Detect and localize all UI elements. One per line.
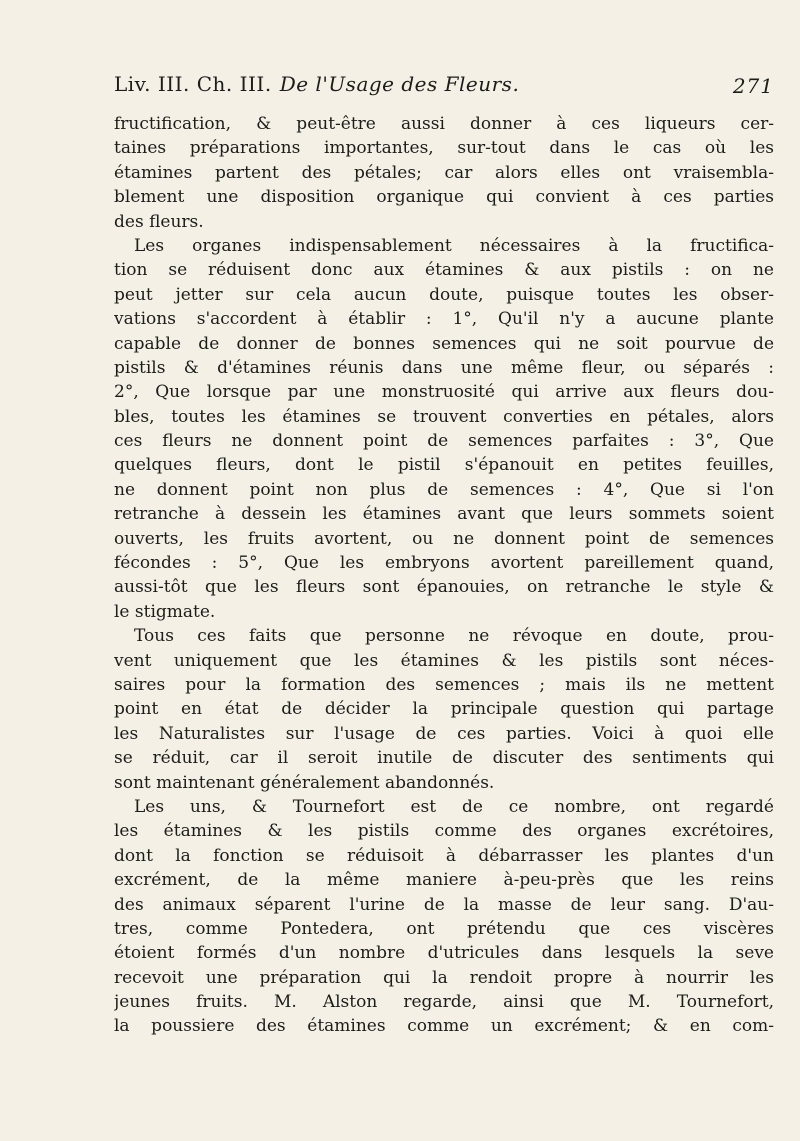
- text-line: étoient formés d'un nombre d'utricules dans lesquels la seve: [114, 943, 774, 964]
- text-line: étamines partent des pétales; car alors elles ont vraisembla-: [114, 162, 774, 183]
- text-line: excrément, de la même maniere à-peu-près que les reins: [114, 870, 774, 891]
- text-line: des fleurs.: [114, 211, 204, 232]
- text-line: vent uniquement que les étamines & les pistils sont néces-: [114, 650, 774, 671]
- text-line: recevoit une préparation qui la rendoit propre à nourrir les: [114, 967, 774, 988]
- text-line: aussi-tôt que les fleurs sont épanouies, on retranche le style &: [114, 577, 774, 598]
- text-line: taines préparations importantes, sur-tout dans le cas où les: [114, 138, 774, 159]
- text-line: saires pour la formation des semences ; mais ils ne mettent: [114, 674, 774, 695]
- text-line: des animaux séparent l'urine de la masse de leur sang. D'au-: [114, 894, 774, 915]
- page-header: [114, 72, 774, 106]
- text-line: tres, comme Pontedera, ont prétendu que ces viscères: [114, 918, 774, 939]
- body-text: [114, 112, 774, 1039]
- text-line: retranche à dessein les étamines avant que leurs sommets soient: [114, 504, 774, 525]
- text-line: 2°, Que lorsque par une monstruosité qui arrive aux fleurs dou-: [114, 382, 774, 403]
- running-head: [114, 72, 519, 96]
- text-line: ne donnent point non plus de semences : 4°, Que si l'on: [114, 479, 774, 500]
- text-line: jeunes fruits. M. Alston regarde, ainsi que M. Tournefort,: [114, 992, 774, 1013]
- text-line: bles, toutes les étamines se trouvent converties en pétales, alors: [114, 406, 774, 427]
- running-head-title: De l'Usage des Fleurs.: [279, 72, 520, 96]
- text-line: capable de donner de bonnes semences qui ne soit pourvue de: [114, 333, 774, 354]
- text-line: se réduit, car il seroit inutile de discuter des sentiments qui: [114, 748, 774, 769]
- running-head-chapter: Liv. III. Ch. III.: [114, 72, 272, 96]
- text-line: ouverts, les fruits avortent, ou ne donnent point de semences: [114, 528, 774, 549]
- text-line: quelques fleurs, dont le pistil s'épanouit en petites feuilles,: [114, 455, 774, 476]
- text-line: fécondes : 5°, Que les embryons avortent pareillement quand,: [114, 553, 774, 574]
- text-line: vations s'accordent à établir : 1°, Qu'il n'y a aucune plante: [114, 309, 774, 330]
- text-line: les étamines & les pistils comme des organes excrétoires,: [114, 821, 774, 842]
- page-number: 271: [732, 74, 774, 98]
- text-line: peut jetter sur cela aucun doute, puisque toutes les obser-: [114, 284, 774, 305]
- paragraph-start-line: Les uns, & Tournefort est de ce nombre, ont regardé: [134, 796, 774, 817]
- text-line: les Naturalistes sur l'usage de ces parties. Voici à quoi elle: [114, 723, 774, 744]
- text-line: le stigmate.: [114, 601, 216, 622]
- text-line: dont la fonction se réduisoit à débarrasser les plantes d'un: [114, 845, 774, 866]
- text-line: fructification, & peut-être aussi donner à ces liqueurs cer-: [114, 114, 774, 134]
- text-line: point en état de décider la principale question qui partage: [114, 699, 774, 720]
- paragraph-start-line: Les organes indispensablement nécessaires à la fructifica-: [134, 235, 774, 256]
- text-line: la poussiere des étamines comme un excrément; & en com-: [114, 1016, 774, 1037]
- text-line: blement une disposition organique qui convient à ces parties: [114, 187, 774, 208]
- paragraph-start-line: Tous ces faits que personne ne révoque en doute, prou-: [134, 626, 774, 647]
- text-line: tion se réduisent donc aux étamines & aux pistils : on ne: [114, 260, 774, 281]
- text-line: pistils & d'étamines réunis dans une même fleur, ou séparés :: [114, 357, 774, 378]
- text-line: sont maintenant généralement abandonnés.: [114, 772, 495, 793]
- text-line: ces fleurs ne donnent point de semences parfaites : 3°, Que: [114, 431, 774, 452]
